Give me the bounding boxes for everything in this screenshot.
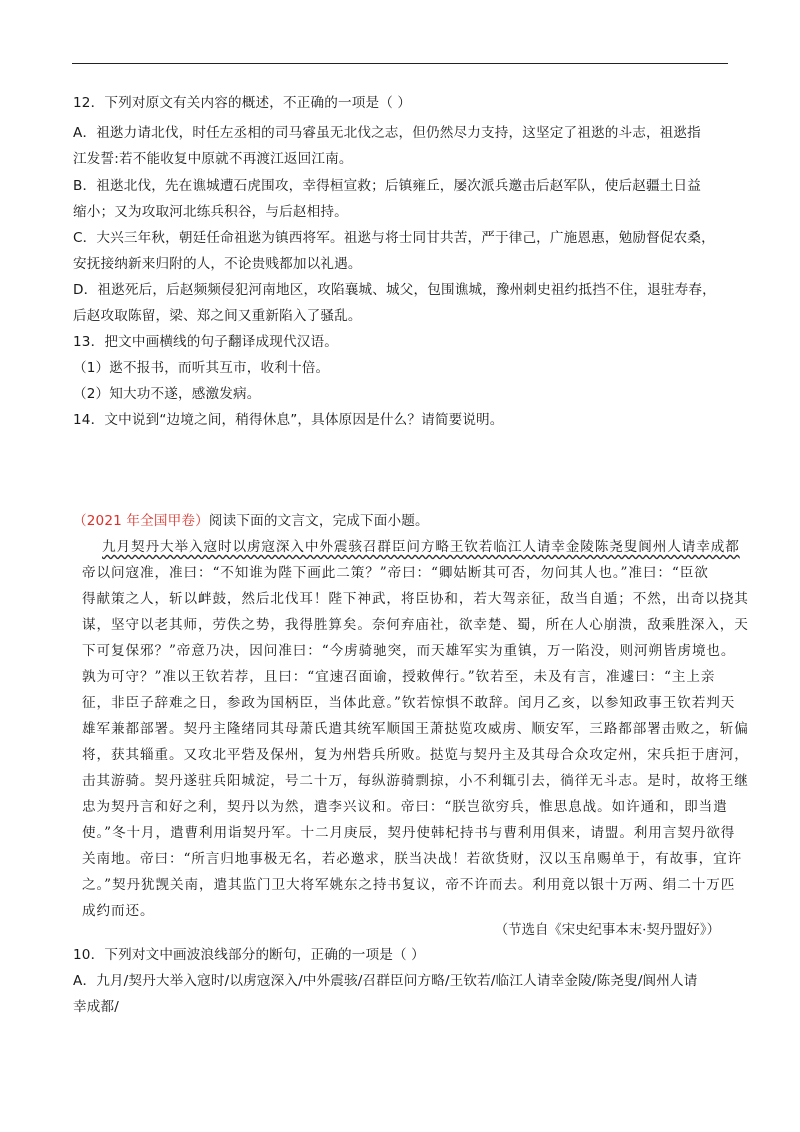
question-12: 12．下列对原文有关内容的概述，不正确的一项是（ ） — [73, 95, 412, 111]
option-12c-cont: 安抚接纳新来归附的人，不论贵贱都加以礼遇。 — [73, 256, 362, 272]
passage-line: 孰为可守？”准以王钦若荐，且曰：“宜速召面谕，授敕俾行。”钦若至，未及有言，准遽曰：“主上亲 — [82, 669, 716, 685]
section-heading — [73, 511, 429, 531]
passage-line: 击其游骑。契丹遂驻兵阳城淀，号二十万，每纵游骑剽掠，小不利辄引去，徜徉无斗志。是时，故将王继 — [82, 773, 749, 789]
option-10a-cont: 幸成都/ — [73, 999, 119, 1015]
question-13-2: （2）知大功不遂，感激发病。 — [73, 386, 261, 402]
header-rule — [72, 63, 728, 64]
option-10a: A．九月/契丹大举入寇时/以虏寇深入/中外震骇/召群臣问方略/王钦若/临江人请幸金陵/陈尧叟/阆州人请 — [73, 973, 698, 989]
passage-line: 雄军兼都部署。契丹主隆绪同其母萧氏遣其统军顺国王萧挞览攻威虏、顺安军，三路都部署击败之，斩偏 — [82, 721, 749, 737]
passage-line: 忠为契丹言和好之利，契丹以为然，遣李兴议和。帝曰：“朕岂欲穷兵，惟思息战。如许通和，即当遣 — [82, 799, 728, 815]
passage-line: 下可复保邪？”帝意乃决，因问准曰：“今虏骑驰突，而天雄军实为重镇，万一陷没，则河朔皆虏境也。 — [82, 643, 736, 659]
exam-source-tag: （2021 年全国甲卷） — [73, 513, 209, 529]
passage-line: 使。”冬十月，遣曹利用诣契丹军。十二月庚辰，契丹使韩杞持书与曹利用俱来，请盟。利用言契丹欲得 — [82, 825, 736, 841]
option-12c: C．大兴三年秋，朝廷任命祖逖为镇西将军。祖逖与将士同甘共苦，严于律己，广施恩惠，勉励督促农桑， — [73, 230, 715, 246]
passage-source: （节选自《宋史纪事本末·契丹盟好》） — [494, 923, 720, 938]
passage-line: 征，非臣子辞难之日，参政为国柄臣，当体此意。”钦若惊惧不敢辞。闰月乙亥，以参知政事王钦若判天 — [82, 695, 736, 711]
option-12d-cont: 后赵攻取陈留，梁、郑之间又重新陷入了骚乱。 — [73, 308, 362, 324]
section-instruction: 阅读下面的文言文，完成下面小题。 — [208, 513, 429, 529]
option-12a: A．祖逖力请北伐，时任左丞相的司马睿虽无北伐之志，但仍然尽力支持，这坚定了祖逖的斗志，祖逖指 — [73, 125, 701, 141]
passage-line: 得献策之人，斩以衅鼓，然后北伐耳！陛下神武，将臣协和，若大驾亲征，敌当自遁；不然，出奇以挠其 — [82, 591, 749, 607]
passage-line: 关南地。帝曰：“所言归地事极无名，若必邀求，朕当决战！若欲货财，汉以玉帛赐单于，有故事，宜许 — [82, 851, 743, 867]
option-12b: B．祖逖北伐，先在谯城遭石虎围攻，幸得桓宣救；后镇雍丘，屡次派兵邀击后赵军队，使后赵疆土日益 — [73, 178, 701, 194]
option-12d: D．祖逖死后，后赵频频侵犯河南地区，攻陷襄城、城父，包围谯城，豫州刺史祖约抵挡不住，退驻寿春， — [73, 282, 716, 298]
question-14: 14．文中说到“边境之间，稍得休息”，具体原因是什么？请简要说明。 — [73, 412, 504, 428]
passage-line: 谋，坚守以老其师，劳佚之势，我得胜算矣。奈何弃庙社，欲幸楚、蜀，所在人心崩溃，敌乘胜深入，天 — [82, 617, 749, 633]
passage-line: 九月契丹大举入寇时以虏寇深入中外震骇召群臣问方略王钦若临江人请幸金陵陈尧叟阆州人请幸成都 — [102, 539, 740, 555]
question-10: 10．下列对文中画波浪线部分的断句，正确的一项是（ ） — [73, 947, 425, 963]
passage-line: 帝以问寇准，准曰：“不知谁为陛下画此二策？”帝曰：“卿姑断其可否，勿问其人也。”准曰：“臣欲 — [82, 565, 709, 581]
passage-line: 成约而还。 — [82, 903, 155, 919]
option-12b-cont: 缩小；又为攻取河北练兵积谷，与后赵相持。 — [73, 204, 348, 220]
question-13: 13．把文中画横线的句子翻译成现代汉语。 — [73, 334, 338, 350]
option-12a-cont: 江发誓:若不能收复中原就不再渡江返回江南。 — [73, 151, 353, 167]
passage-line: 将，获其辎重。又攻北平砦及保州，复为州砦兵所败。挞览与契丹主及其母合众攻定州，宋兵拒于唐河， — [82, 747, 749, 763]
passage-line: 之。”契丹犹觊关南，遣其监门卫大将军姚东之持书复议，帝不许而去。利用竟以银十万两、绢二十万匹 — [82, 877, 736, 893]
question-13-1: （1）逖不报书，而听其互市，收利十倍。 — [73, 360, 330, 376]
